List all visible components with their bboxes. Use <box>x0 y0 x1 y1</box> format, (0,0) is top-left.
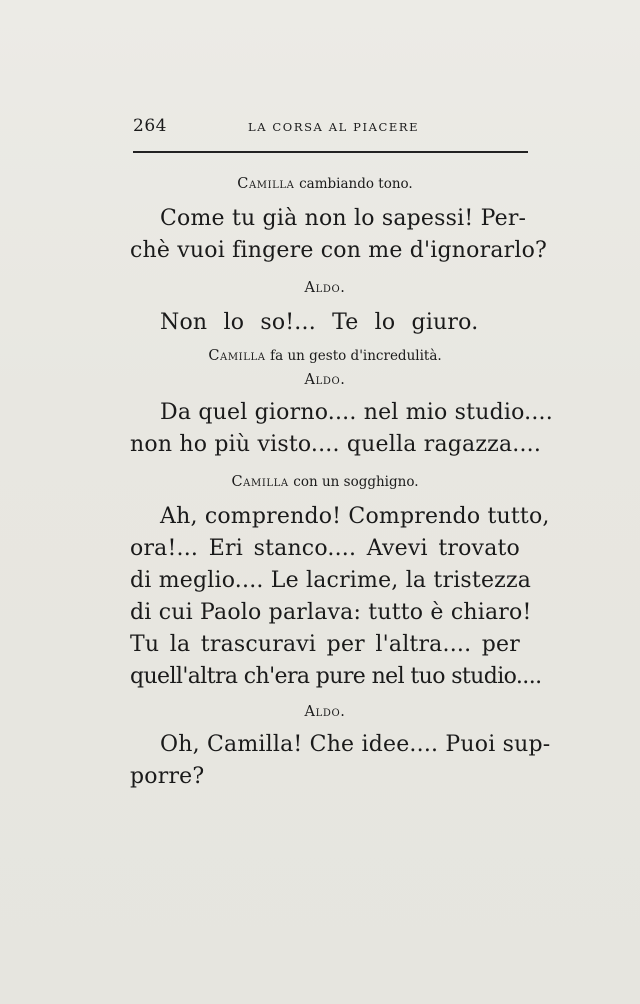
speech-line: di cui Paolo parlava: tutto è chiaro! <box>130 600 532 625</box>
speech-line: Da quel giorno.... nel mio studio.... <box>160 400 553 425</box>
speech <box>130 397 553 461</box>
speech <box>130 203 548 267</box>
speech-line: di meglio.... Le lacrime, la tristezza <box>130 568 532 593</box>
dialogue-text <box>130 163 553 793</box>
speech-line: Tu la trascuravi per l'altra.... per <box>130 632 520 657</box>
speaker-name: Camilla <box>231 474 289 490</box>
speaker-direction <box>130 471 520 493</box>
speech-line: Ah, comprendo! Comprendo tutto, <box>160 504 550 529</box>
speech <box>130 307 520 339</box>
speaker-direction <box>130 173 520 195</box>
speech-line: quell'altra ch'era pure nel tuo studio.... <box>130 664 542 689</box>
page-header <box>133 116 528 140</box>
speaker-name: Aldo. <box>304 704 346 720</box>
stage-direction: cambiando tono. <box>299 176 413 192</box>
speaker-direction <box>130 277 520 299</box>
speech-line: porre? <box>130 764 205 789</box>
speech-line: non ho più visto.... quella ragazza.... <box>130 432 542 457</box>
speaker-name: Camilla <box>208 348 266 364</box>
speech-line: Non lo so!... Te lo giuro. <box>160 310 479 335</box>
speaker-direction <box>130 369 520 391</box>
header-rule <box>133 151 528 153</box>
speaker-direction <box>130 701 520 723</box>
speech-line: ora!... Eri stanco.... Avevi trovato <box>130 536 520 561</box>
speaker-name: Aldo. <box>304 280 346 296</box>
speaker-direction <box>130 345 520 367</box>
stage-direction: fa un gesto d'incredulità. <box>270 348 442 364</box>
speech <box>130 501 550 693</box>
speech-line: chè vuoi fingere con me d'ignorarlo? <box>130 238 548 263</box>
speech-line: Come tu già non lo sapessi! Per- <box>160 206 527 231</box>
page-number: 264 <box>133 116 167 136</box>
speech <box>130 729 551 793</box>
stage-direction: con un sogghigno. <box>293 474 419 490</box>
speaker-name: Aldo. <box>304 372 346 388</box>
speech-line: Oh, Camilla! Che idee.... Puoi sup- <box>160 732 551 757</box>
running-title: LA CORSA AL PIACERE <box>248 120 420 134</box>
speaker-name: Camilla <box>237 176 295 192</box>
